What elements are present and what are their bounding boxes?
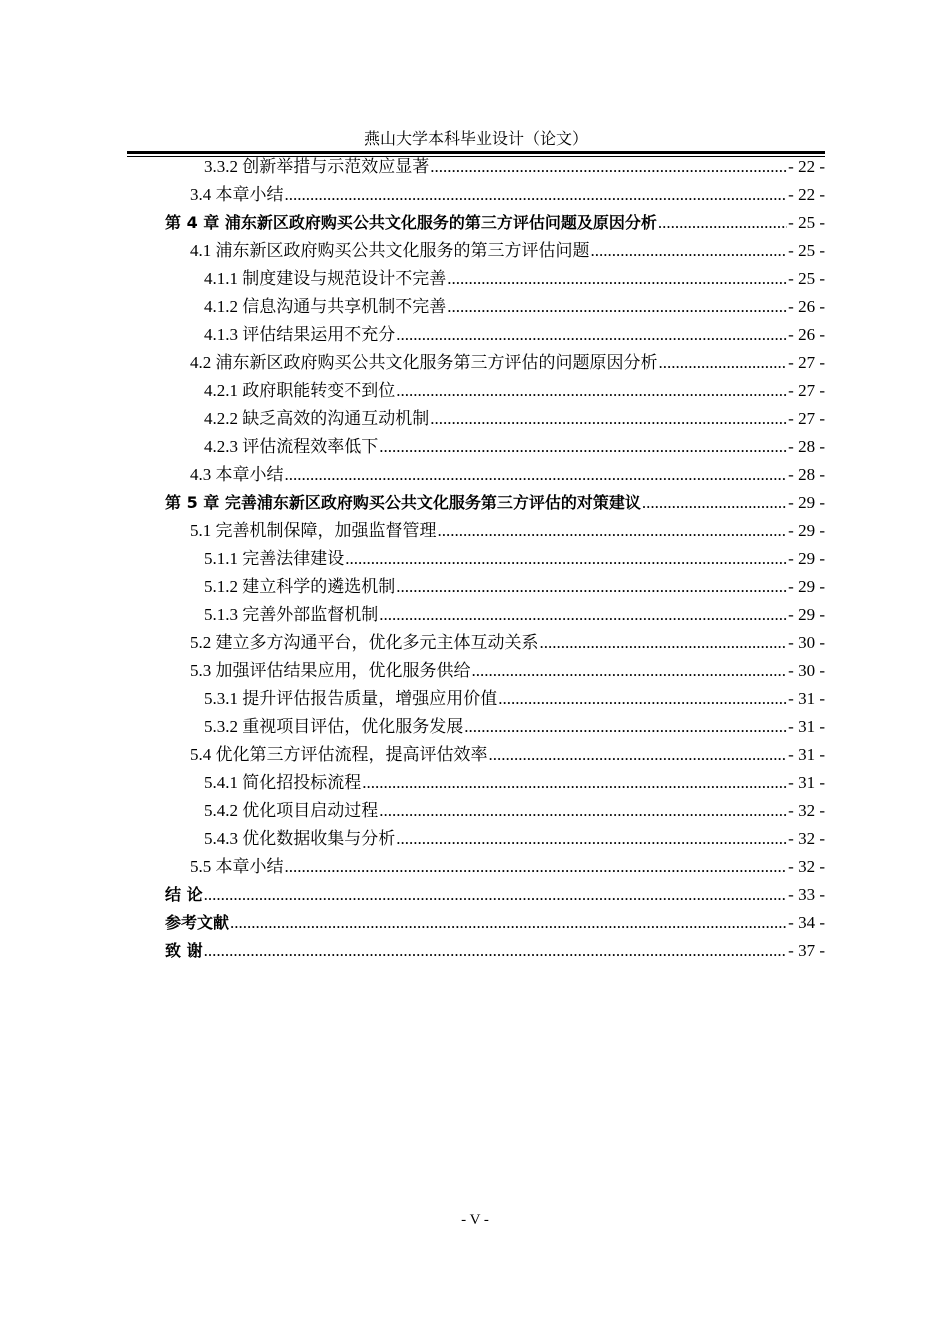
toc-entry-page: - 29 - xyxy=(788,493,825,512)
dot-leader xyxy=(447,265,787,293)
toc-entry-title: 5.1.1 完善法律建设 xyxy=(204,549,345,568)
dot-leader xyxy=(379,797,787,825)
dot-leader xyxy=(489,741,788,769)
toc-entry-title: 5.1 完善机制保障，加强监督管理 xyxy=(190,521,437,540)
toc-entry-page: - 29 - xyxy=(788,577,825,596)
toc-entry-page: - 32 - xyxy=(788,857,825,876)
toc-entry[interactable] xyxy=(165,685,825,713)
page-number: - V - xyxy=(461,1212,489,1228)
toc-entry-page: - 34 - xyxy=(788,913,825,932)
toc-entry[interactable] xyxy=(165,825,825,853)
toc-entry-title: 5.2 建立多方沟通平台，优化多元主体互动关系 xyxy=(190,633,539,652)
toc-entry-title: 致 谢 xyxy=(165,941,203,960)
dot-leader xyxy=(396,377,787,405)
table-of-contents xyxy=(165,153,825,965)
toc-entry[interactable] xyxy=(165,713,825,741)
toc-entry[interactable] xyxy=(165,209,825,237)
toc-entry-title: 4.3 本章小结 xyxy=(190,465,284,484)
dot-leader xyxy=(472,657,788,685)
running-header: 燕山大学本科毕业设计（论文） xyxy=(363,131,588,148)
toc-entry[interactable] xyxy=(165,321,825,349)
toc-entry-title: 结 论 xyxy=(165,885,203,904)
dot-leader xyxy=(204,937,788,965)
toc-entry-page: - 29 - xyxy=(788,549,825,568)
dot-leader xyxy=(396,573,787,601)
toc-entry-page: - 25 - xyxy=(788,269,825,288)
toc-entry[interactable] xyxy=(165,293,825,321)
toc-entry-title: 3.3.2 创新举措与示范效应显著 xyxy=(204,157,430,176)
toc-entry-title: 5.1.2 建立科学的遴选机制 xyxy=(204,577,396,596)
toc-entry-title: 5.3 加强评估结果应用，优化服务供给 xyxy=(190,661,471,680)
dot-leader xyxy=(658,209,787,237)
toc-entry[interactable] xyxy=(165,237,825,265)
toc-entry-title: 5.5 本章小结 xyxy=(190,857,284,876)
toc-entry-page: - 32 - xyxy=(788,801,825,820)
toc-entry[interactable] xyxy=(165,433,825,461)
toc-entry-page: - 27 - xyxy=(788,381,825,400)
toc-entry-page: - 30 - xyxy=(788,633,825,652)
toc-entry-title: 第 4 章 浦东新区政府购买公共文化服务的第三方评估问题及原因分析 xyxy=(165,213,657,232)
dot-leader xyxy=(285,181,788,209)
toc-entry[interactable] xyxy=(165,153,825,181)
toc-entry[interactable] xyxy=(165,797,825,825)
toc-entry-page: - 25 - xyxy=(788,213,825,232)
toc-entry-title: 4.2.3 评估流程效率低下 xyxy=(204,437,379,456)
toc-entry-page: - 22 - xyxy=(788,185,825,204)
dot-leader xyxy=(285,853,788,881)
dot-leader xyxy=(430,405,787,433)
toc-entry-title: 4.1.3 评估结果运用不充分 xyxy=(204,325,396,344)
toc-entry[interactable] xyxy=(165,741,825,769)
toc-entry[interactable] xyxy=(165,937,825,965)
toc-entry[interactable] xyxy=(165,517,825,545)
toc-entry-page: - 27 - xyxy=(788,409,825,428)
toc-entry-title: 4.1.1 制度建设与规范设计不完善 xyxy=(204,269,447,288)
dot-leader xyxy=(659,349,788,377)
toc-entry-page: - 27 - xyxy=(788,353,825,372)
toc-entry-page: - 31 - xyxy=(788,745,825,764)
dot-leader xyxy=(430,153,787,181)
toc-entry[interactable] xyxy=(165,349,825,377)
toc-entry[interactable] xyxy=(165,909,825,937)
toc-entry[interactable] xyxy=(165,769,825,797)
toc-entry[interactable] xyxy=(165,265,825,293)
toc-entry-page: - 26 - xyxy=(788,297,825,316)
toc-entry[interactable] xyxy=(165,461,825,489)
toc-entry[interactable] xyxy=(165,657,825,685)
toc-entry-page: - 31 - xyxy=(788,773,825,792)
toc-entry-title: 5.4.2 优化项目启动过程 xyxy=(204,801,379,820)
toc-entry-page: - 26 - xyxy=(788,325,825,344)
toc-entry-page: - 29 - xyxy=(788,605,825,624)
toc-entry[interactable] xyxy=(165,881,825,909)
toc-entry[interactable] xyxy=(165,181,825,209)
dot-leader xyxy=(464,713,787,741)
toc-entry-page: - 28 - xyxy=(788,465,825,484)
toc-entry[interactable] xyxy=(165,853,825,881)
dot-leader xyxy=(438,517,788,545)
toc-entry-title: 5.4 优化第三方评估流程，提高评估效率 xyxy=(190,745,488,764)
dot-leader xyxy=(379,433,787,461)
toc-entry-title: 4.2 浦东新区政府购买公共文化服务第三方评估的问题原因分析 xyxy=(190,353,658,372)
dot-leader xyxy=(540,629,788,657)
toc-entry-title: 5.3.2 重视项目评估，优化服务发展 xyxy=(204,717,464,736)
toc-entry[interactable] xyxy=(165,489,825,517)
toc-entry[interactable] xyxy=(165,629,825,657)
dot-leader xyxy=(396,825,787,853)
toc-entry-page: - 37 - xyxy=(788,941,825,960)
toc-entry-title: 4.1 浦东新区政府购买公共文化服务的第三方评估问题 xyxy=(190,241,590,260)
dot-leader xyxy=(204,881,788,909)
dot-leader xyxy=(591,237,788,265)
dot-leader xyxy=(230,909,787,937)
toc-entry[interactable] xyxy=(165,573,825,601)
toc-entry-title: 4.2.2 缺乏高效的沟通互动机制 xyxy=(204,409,430,428)
dot-leader xyxy=(642,489,787,517)
toc-entry-title: 第 5 章 完善浦东新区政府购买公共文化服务第三方评估的对策建议 xyxy=(165,493,641,512)
dot-leader xyxy=(447,293,787,321)
toc-entry-page: - 22 - xyxy=(788,157,825,176)
dot-leader xyxy=(498,685,787,713)
toc-entry-title: 4.1.2 信息沟通与共享机制不完善 xyxy=(204,297,447,316)
toc-entry-page: - 29 - xyxy=(788,521,825,540)
toc-entry[interactable] xyxy=(165,405,825,433)
toc-entry-title: 5.1.3 完善外部监督机制 xyxy=(204,605,379,624)
toc-entry-page: - 31 - xyxy=(788,717,825,736)
toc-entry-title: 参考文献 xyxy=(165,913,230,932)
toc-entry-page: - 33 - xyxy=(788,885,825,904)
toc-entry-page: - 32 - xyxy=(788,829,825,848)
toc-entry-title: 5.4.1 简化招投标流程 xyxy=(204,773,362,792)
toc-entry[interactable] xyxy=(165,601,825,629)
toc-entry-title: 5.4.3 优化数据收集与分析 xyxy=(204,829,396,848)
dot-leader xyxy=(396,321,787,349)
toc-entry-page: - 31 - xyxy=(788,689,825,708)
toc-entry-page: - 25 - xyxy=(788,241,825,260)
dot-leader xyxy=(362,769,787,797)
toc-entry-title: 4.2.1 政府职能转变不到位 xyxy=(204,381,396,400)
toc-entry[interactable] xyxy=(165,377,825,405)
dot-leader xyxy=(285,461,788,489)
dot-leader xyxy=(379,601,787,629)
dot-leader xyxy=(345,545,787,573)
toc-entry-page: - 30 - xyxy=(788,661,825,680)
toc-entry-page: - 28 - xyxy=(788,437,825,456)
toc-entry-title: 5.3.1 提升评估报告质量，增强应用价值 xyxy=(204,689,498,708)
toc-entry-title: 3.4 本章小结 xyxy=(190,185,284,204)
toc-entry[interactable] xyxy=(165,545,825,573)
